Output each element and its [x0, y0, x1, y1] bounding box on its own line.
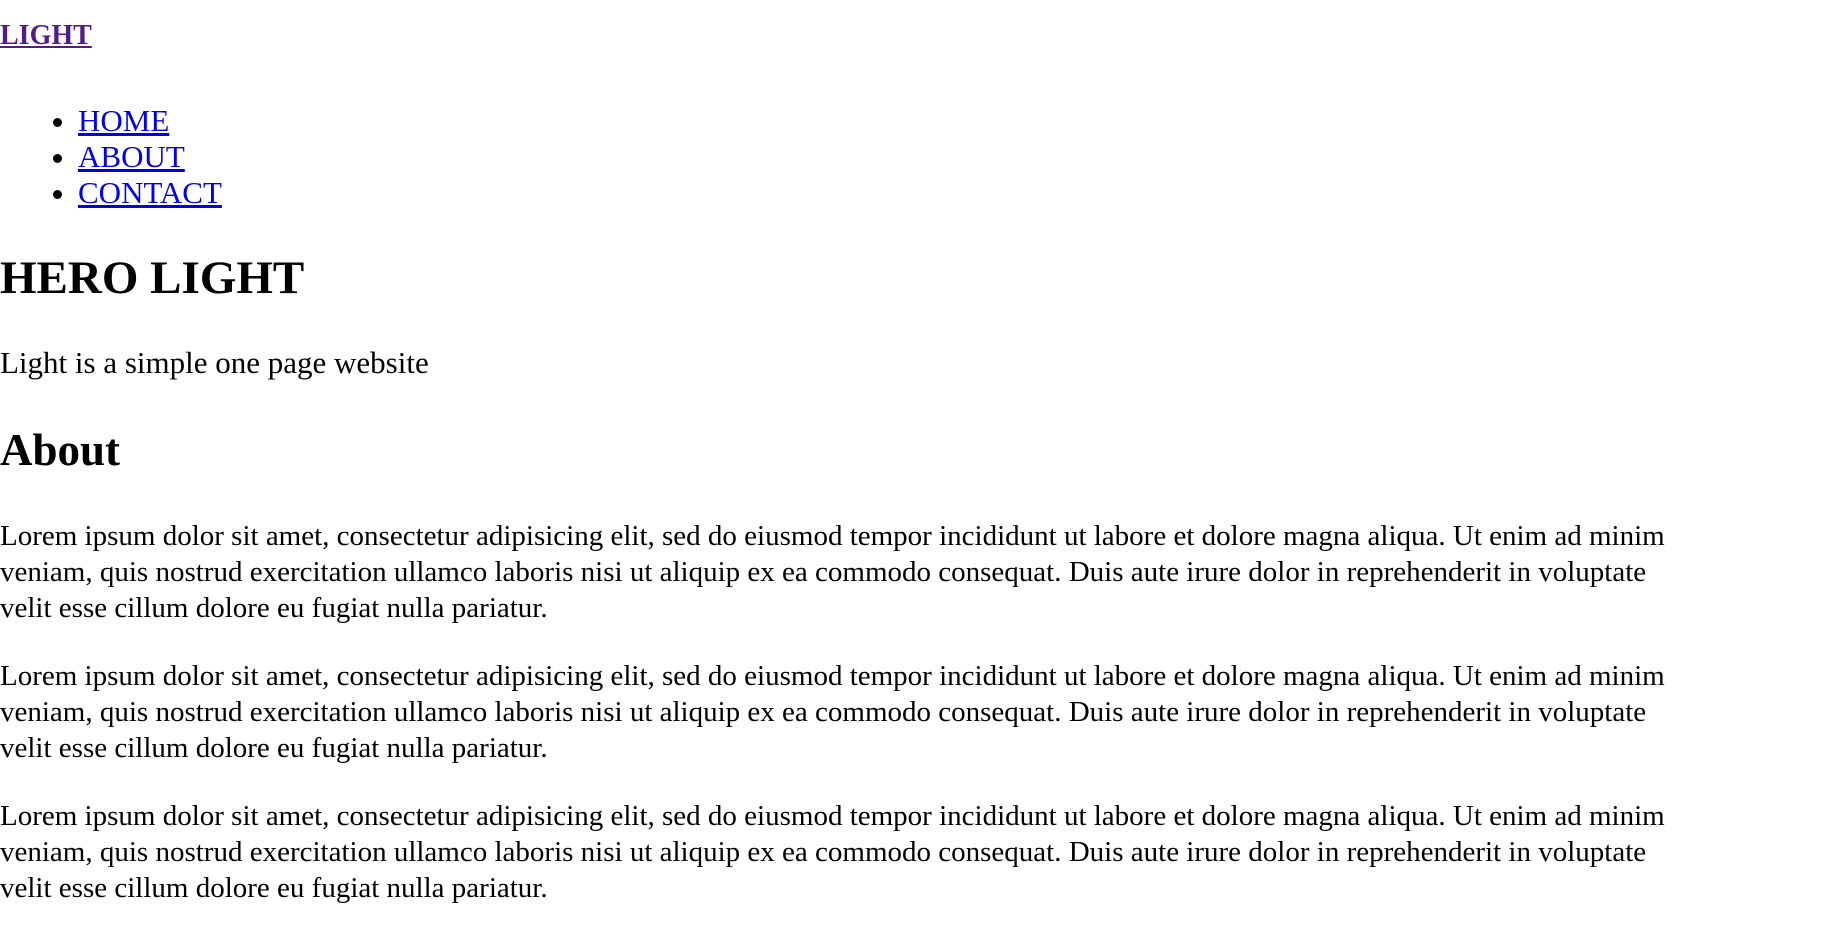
paragraph-line: veniam, quis nostrud exercitation ullamco laboris nisi ut aliquip ex ea commodo consequat. Duis aute irure dolor in reprehenderit in voluptate: [0, 696, 1647, 728]
paragraph-line: velit esse cillum dolore eu fugiat nulla pariatur.: [0, 592, 548, 624]
nav-link-home[interactable]: HOME: [78, 103, 170, 138]
paragraph-line: velit esse cillum dolore eu fugiat nulla pariatur.: [0, 732, 548, 764]
about-paragraph-2: [0, 658, 1824, 766]
logo-link[interactable]: LIGHT: [0, 20, 92, 51]
nav-link-contact[interactable]: CONTACT: [78, 175, 222, 210]
paragraph-line: Lorem ipsum dolor sit amet, consectetur adipisicing elit, sed do eiusmod tempor incididunt ut labore et dolore magna aliqua. Ut enim ad minim: [0, 660, 1665, 692]
nav-item-contact: [78, 175, 222, 211]
hero-title: HERO LIGHT: [0, 252, 305, 304]
paragraph-line: Lorem ipsum dolor sit amet, consectetur adipisicing elit, sed do eiusmod tempor incididunt ut labore et dolore magna aliqua. Ut enim ad minim: [0, 800, 1665, 832]
nav-item-home: [78, 103, 222, 139]
nav-link-about[interactable]: ABOUT: [78, 139, 185, 174]
about-paragraph-1: [0, 518, 1824, 626]
paragraph-line: velit esse cillum dolore eu fugiat nulla pariatur.: [0, 872, 548, 904]
paragraph-line: Lorem ipsum dolor sit amet, consectetur adipisicing elit, sed do eiusmod tempor incididunt ut labore et dolore magna aliqua. Ut enim ad minim: [0, 520, 1665, 552]
about-paragraph-3: [0, 798, 1824, 906]
paragraph-line: veniam, quis nostrud exercitation ullamco laboris nisi ut aliquip ex ea commodo consequat. Duis aute irure dolor in reprehenderit in voluptate: [0, 836, 1647, 868]
paragraph-line: veniam, quis nostrud exercitation ullamco laboris nisi ut aliquip ex ea commodo consequat. Duis aute irure dolor in reprehenderit in voluptate: [0, 556, 1647, 588]
about-heading: About: [0, 425, 121, 475]
main-nav: [0, 103, 222, 211]
hero-subtitle: Light is a simple one page website: [0, 345, 429, 380]
nav-item-about: [78, 139, 222, 175]
site-logo: [0, 19, 92, 53]
